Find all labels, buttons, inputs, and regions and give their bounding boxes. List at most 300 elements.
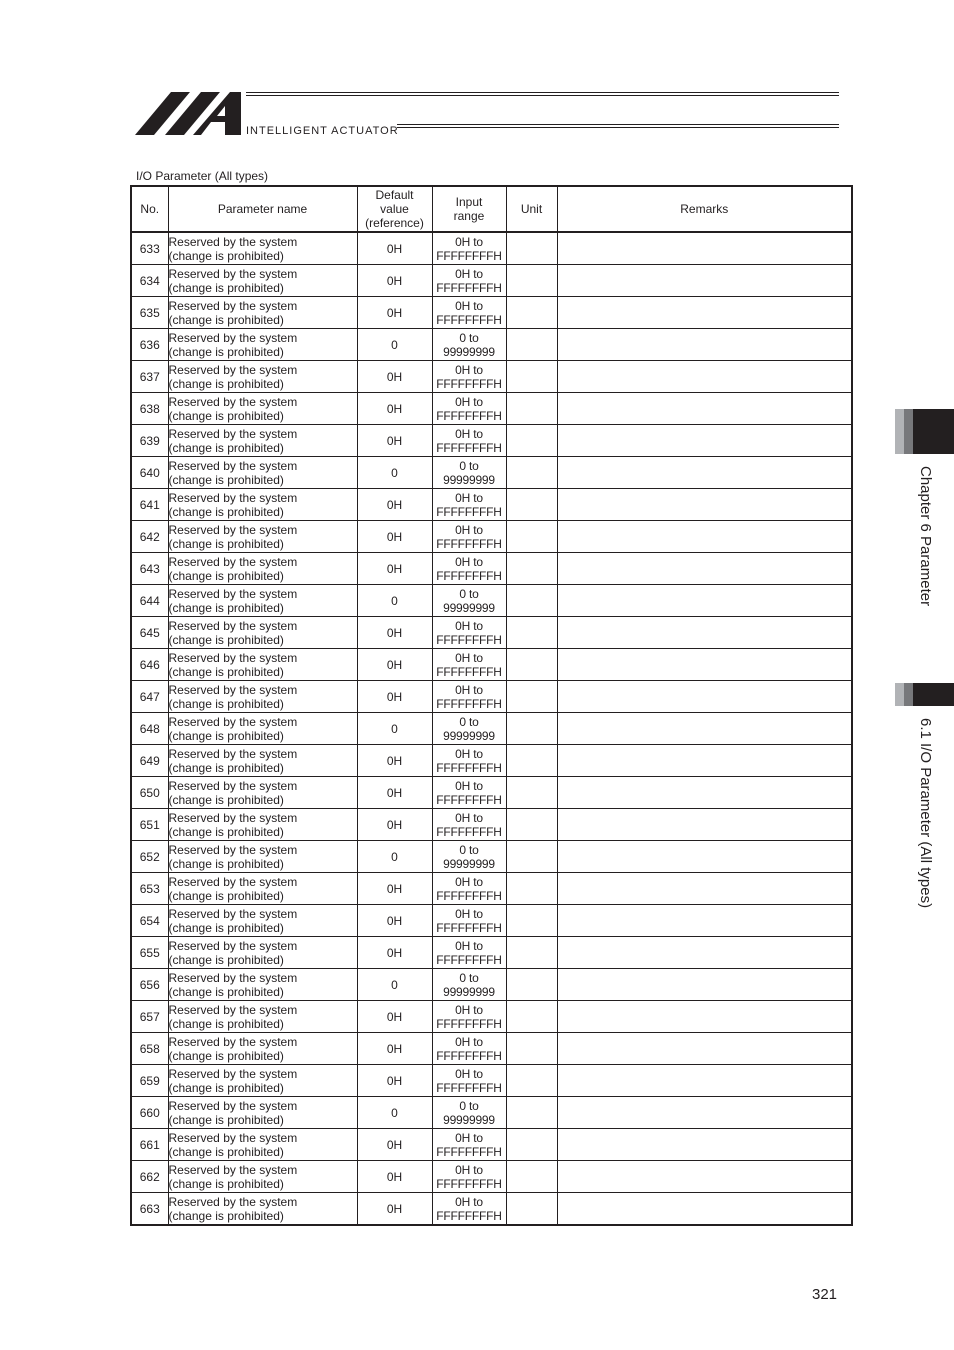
param-number: 658: [131, 1033, 168, 1065]
param-name-line: (change is prohibited): [168, 472, 284, 487]
col-header-range-line: range: [453, 209, 485, 223]
param-name: [168, 1161, 357, 1193]
input-range: [432, 425, 506, 457]
default-value: 0H: [357, 297, 432, 329]
input-range-line: 0H to: [455, 394, 483, 409]
param-number: 647: [131, 681, 168, 713]
input-range-line: FFFFFFFFH: [436, 952, 502, 967]
iai-logo: [135, 90, 245, 136]
input-range: [432, 649, 506, 681]
table-row: [131, 873, 852, 905]
param-name-line: (change is prohibited): [168, 344, 284, 359]
default-value: 0H: [357, 1065, 432, 1097]
param-name-line: Reserved by the system: [168, 458, 298, 473]
unit-cell: [506, 681, 557, 713]
param-number: 641: [131, 489, 168, 521]
col-header-unit: Unit: [506, 186, 557, 232]
param-name-line: (change is prohibited): [168, 280, 284, 295]
param-name: [168, 1033, 357, 1065]
unit-cell: [506, 1065, 557, 1097]
input-range: [432, 393, 506, 425]
param-name: [168, 617, 357, 649]
default-value: 0H: [357, 521, 432, 553]
param-name-line: Reserved by the system: [168, 938, 298, 953]
input-range: [432, 1065, 506, 1097]
tab-stripe: [913, 683, 954, 706]
input-range: [432, 937, 506, 969]
unit-cell: [506, 777, 557, 809]
input-range-line: 0H to: [455, 810, 483, 825]
input-range-line: FFFFFFFFH: [436, 760, 502, 775]
param-name-line: Reserved by the system: [168, 1098, 298, 1113]
input-range-line: 0H to: [455, 906, 483, 921]
param-name-line: Reserved by the system: [168, 426, 298, 441]
param-name: [168, 553, 357, 585]
input-range-line: 0 to: [459, 970, 479, 985]
param-name-line: (change is prohibited): [168, 376, 284, 391]
page-number: 321: [812, 1286, 838, 1303]
remarks-cell: [557, 969, 852, 1001]
param-name-line: (change is prohibited): [168, 568, 284, 583]
header-rule: [397, 127, 839, 128]
input-range-line: 0H to: [455, 1194, 483, 1209]
col-header-default-line: (reference): [365, 216, 424, 230]
default-value: 0: [357, 713, 432, 745]
unit-cell: [506, 585, 557, 617]
input-range: [432, 265, 506, 297]
input-range: [432, 1097, 506, 1129]
input-range-line: 0H to: [455, 522, 483, 537]
header-rule: [246, 92, 839, 93]
param-name-line: (change is prohibited): [168, 664, 284, 679]
table-caption: I/O Parameter (All types): [136, 169, 269, 183]
table-row: [131, 489, 852, 521]
remarks-cell: [557, 873, 852, 905]
param-name: [168, 489, 357, 521]
input-range-line: 0H to: [455, 1162, 483, 1177]
input-range-line: 0H to: [455, 234, 483, 249]
input-range-line: 0H to: [455, 778, 483, 793]
input-range-line: FFFFFFFFH: [436, 1144, 502, 1159]
input-range: [432, 1001, 506, 1033]
param-name-line: Reserved by the system: [168, 810, 298, 825]
remarks-cell: [557, 329, 852, 361]
unit-cell: [506, 1033, 557, 1065]
param-name-line: Reserved by the system: [168, 906, 298, 921]
param-number: 636: [131, 329, 168, 361]
col-header-no: No.: [131, 186, 168, 232]
table-row: [131, 841, 852, 873]
param-name: [168, 937, 357, 969]
remarks-cell: [557, 361, 852, 393]
remarks-cell: [557, 809, 852, 841]
param-name-line: (change is prohibited): [168, 984, 284, 999]
param-number: 660: [131, 1097, 168, 1129]
param-number: 652: [131, 841, 168, 873]
input-range-line: FFFFFFFFH: [436, 1080, 502, 1095]
unit-cell: [506, 841, 557, 873]
param-name-line: Reserved by the system: [168, 778, 298, 793]
default-value: 0H: [357, 1129, 432, 1161]
tab-stripe: [904, 409, 913, 454]
unit-cell: [506, 649, 557, 681]
input-range-line: 0 to: [459, 458, 479, 473]
param-name-line: (change is prohibited): [168, 920, 284, 935]
remarks-cell: [557, 489, 852, 521]
section-side-label: 6.1 I/O Parameter (All types): [917, 718, 934, 909]
param-number: 639: [131, 425, 168, 457]
param-number: 654: [131, 905, 168, 937]
param-number: 661: [131, 1129, 168, 1161]
table-row: [131, 1001, 852, 1033]
param-name: [168, 1097, 357, 1129]
param-name-line: Reserved by the system: [168, 234, 298, 249]
remarks-cell: [557, 393, 852, 425]
input-range-line: FFFFFFFFH: [436, 664, 502, 679]
param-name-line: (change is prohibited): [168, 1080, 284, 1095]
input-range-line: FFFFFFFFH: [436, 536, 502, 551]
param-name-line: Reserved by the system: [168, 714, 298, 729]
default-value: 0H: [357, 873, 432, 905]
input-range-line: 0 to: [459, 842, 479, 857]
param-number: 634: [131, 265, 168, 297]
param-name: [168, 745, 357, 777]
param-name-line: Reserved by the system: [168, 1162, 298, 1177]
remarks-cell: [557, 1033, 852, 1065]
unit-cell: [506, 393, 557, 425]
remarks-cell: [557, 745, 852, 777]
header-rule: [397, 124, 839, 125]
chapter-tab-marker: [895, 409, 954, 454]
unit-cell: [506, 1001, 557, 1033]
input-range-line: 0H to: [455, 362, 483, 377]
input-range: [432, 745, 506, 777]
input-range: [432, 232, 506, 265]
default-value: 0H: [357, 1193, 432, 1226]
param-name: [168, 1193, 357, 1226]
remarks-cell: [557, 937, 852, 969]
input-range: [432, 553, 506, 585]
table-row: [131, 553, 852, 585]
unit-cell: [506, 489, 557, 521]
col-header-default-line: Default: [375, 188, 414, 202]
input-range-line: FFFFFFFFH: [436, 280, 502, 295]
param-name-line: (change is prohibited): [168, 408, 284, 423]
param-number: 635: [131, 297, 168, 329]
remarks-cell: [557, 1001, 852, 1033]
param-number: 659: [131, 1065, 168, 1097]
input-range: [432, 617, 506, 649]
input-range: [432, 1033, 506, 1065]
default-value: 0H: [357, 681, 432, 713]
input-range-line: FFFFFFFFH: [436, 504, 502, 519]
param-name: [168, 681, 357, 713]
input-range-line: 0H to: [455, 298, 483, 313]
table-row: [131, 681, 852, 713]
param-name-line: (change is prohibited): [168, 248, 284, 263]
param-name: [168, 265, 357, 297]
table-row: [131, 937, 852, 969]
default-value: 0H: [357, 809, 432, 841]
param-name-line: Reserved by the system: [168, 970, 298, 985]
param-name-line: (change is prohibited): [168, 824, 284, 839]
input-range: [432, 521, 506, 553]
input-range: [432, 329, 506, 361]
unit-cell: [506, 553, 557, 585]
param-name: [168, 425, 357, 457]
param-name-line: (change is prohibited): [168, 536, 284, 551]
param-name-line: Reserved by the system: [168, 298, 298, 313]
default-value: 0H: [357, 265, 432, 297]
param-name: [168, 713, 357, 745]
input-range-line: 99999999: [443, 728, 495, 743]
default-value: 0H: [357, 393, 432, 425]
param-name-line: (change is prohibited): [168, 600, 284, 615]
input-range: [432, 905, 506, 937]
param-name-line: Reserved by the system: [168, 1034, 298, 1049]
default-value: 0: [357, 1097, 432, 1129]
unit-cell: [506, 265, 557, 297]
table-row: [131, 1129, 852, 1161]
unit-cell: [506, 297, 557, 329]
chapter-side-label: Chapter 6 Parameter: [917, 466, 934, 607]
param-number: 656: [131, 969, 168, 1001]
table-row: [131, 297, 852, 329]
param-number: 662: [131, 1161, 168, 1193]
param-name-line: (change is prohibited): [168, 1016, 284, 1031]
tab-stripe: [904, 683, 913, 706]
default-value: 0: [357, 329, 432, 361]
param-number: 653: [131, 873, 168, 905]
param-name: [168, 329, 357, 361]
param-number: 655: [131, 937, 168, 969]
param-number: 657: [131, 1001, 168, 1033]
param-name-line: Reserved by the system: [168, 266, 298, 281]
unit-cell: [506, 617, 557, 649]
default-value: 0H: [357, 1161, 432, 1193]
param-name-line: (change is prohibited): [168, 1144, 284, 1159]
param-name-line: Reserved by the system: [168, 746, 298, 761]
param-name-line: (change is prohibited): [168, 632, 284, 647]
param-name-line: (change is prohibited): [168, 760, 284, 775]
unit-cell: [506, 873, 557, 905]
unit-cell: [506, 937, 557, 969]
param-name-line: (change is prohibited): [168, 504, 284, 519]
remarks-cell: [557, 617, 852, 649]
default-value: 0H: [357, 425, 432, 457]
param-name: [168, 585, 357, 617]
default-value: 0H: [357, 905, 432, 937]
table-row: [131, 905, 852, 937]
tab-stripe: [895, 683, 904, 706]
input-range-line: 0H to: [455, 490, 483, 505]
input-range: [432, 713, 506, 745]
input-range-line: 0 to: [459, 586, 479, 601]
default-value: 0: [357, 841, 432, 873]
param-name-line: Reserved by the system: [168, 586, 298, 601]
table-row: [131, 1161, 852, 1193]
col-header-name: Parameter name: [168, 186, 357, 232]
input-range-line: 0H to: [455, 746, 483, 761]
input-range-line: 0H to: [455, 554, 483, 569]
param-name-line: (change is prohibited): [168, 1176, 284, 1191]
unit-cell: [506, 1129, 557, 1161]
table-row: [131, 1033, 852, 1065]
default-value: 0H: [357, 1001, 432, 1033]
default-value: 0H: [357, 649, 432, 681]
param-name: [168, 521, 357, 553]
remarks-cell: [557, 425, 852, 457]
input-range-line: 0H to: [455, 874, 483, 889]
default-value: 0: [357, 585, 432, 617]
param-name-line: Reserved by the system: [168, 1130, 298, 1145]
param-name-line: (change is prohibited): [168, 1048, 284, 1063]
input-range: [432, 457, 506, 489]
param-name-line: Reserved by the system: [168, 362, 298, 377]
unit-cell: [506, 1193, 557, 1226]
unit-cell: [506, 329, 557, 361]
param-name-line: (change is prohibited): [168, 1112, 284, 1127]
col-header-range: [432, 186, 506, 232]
table-row: [131, 777, 852, 809]
input-range-line: FFFFFFFFH: [436, 824, 502, 839]
unit-cell: [506, 969, 557, 1001]
param-number: 648: [131, 713, 168, 745]
default-value: 0H: [357, 937, 432, 969]
table-row: [131, 393, 852, 425]
param-name: [168, 1001, 357, 1033]
param-name: [168, 777, 357, 809]
input-range-line: FFFFFFFFH: [436, 248, 502, 263]
table-row: [131, 617, 852, 649]
param-name: [168, 361, 357, 393]
input-range-line: 0H to: [455, 426, 483, 441]
default-value: 0H: [357, 232, 432, 265]
default-value: 0: [357, 457, 432, 489]
param-number: 637: [131, 361, 168, 393]
table-row: [131, 649, 852, 681]
input-range: [432, 681, 506, 713]
unit-cell: [506, 457, 557, 489]
input-range-line: FFFFFFFFH: [436, 920, 502, 935]
unit-cell: [506, 232, 557, 265]
param-name-line: (change is prohibited): [168, 952, 284, 967]
param-number: 646: [131, 649, 168, 681]
input-range-line: FFFFFFFFH: [436, 1176, 502, 1191]
param-name: [168, 841, 357, 873]
input-range: [432, 777, 506, 809]
param-name-line: Reserved by the system: [168, 682, 298, 697]
input-range: [432, 969, 506, 1001]
table-header-row: [131, 186, 852, 232]
input-range-line: FFFFFFFFH: [436, 1208, 502, 1223]
param-name-line: (change is prohibited): [168, 696, 284, 711]
input-range-line: 99999999: [443, 472, 495, 487]
default-value: 0H: [357, 489, 432, 521]
param-name-line: Reserved by the system: [168, 1194, 298, 1209]
input-range-line: 0 to: [459, 330, 479, 345]
input-range: [432, 1193, 506, 1226]
default-value: 0H: [357, 553, 432, 585]
param-number: 645: [131, 617, 168, 649]
param-name: [168, 297, 357, 329]
table-row: [131, 745, 852, 777]
default-value: 0: [357, 969, 432, 1001]
unit-cell: [506, 809, 557, 841]
param-name: [168, 649, 357, 681]
param-name: [168, 393, 357, 425]
col-header-default-line: value: [380, 202, 409, 216]
unit-cell: [506, 521, 557, 553]
input-range-line: 99999999: [443, 344, 495, 359]
input-range-line: FFFFFFFFH: [436, 440, 502, 455]
remarks-cell: [557, 1129, 852, 1161]
unit-cell: [506, 1097, 557, 1129]
param-name-line: Reserved by the system: [168, 554, 298, 569]
table-row: [131, 809, 852, 841]
remarks-cell: [557, 297, 852, 329]
parameter-table: [130, 185, 853, 1226]
param-name-line: Reserved by the system: [168, 330, 298, 345]
param-name-line: Reserved by the system: [168, 522, 298, 537]
param-name-line: Reserved by the system: [168, 618, 298, 633]
param-number: 642: [131, 521, 168, 553]
remarks-cell: [557, 649, 852, 681]
param-name-line: Reserved by the system: [168, 490, 298, 505]
param-name-line: (change is prohibited): [168, 312, 284, 327]
input-range-line: FFFFFFFFH: [436, 632, 502, 647]
param-name: [168, 809, 357, 841]
header-rule: [246, 95, 839, 96]
input-range: [432, 1129, 506, 1161]
param-name: [168, 969, 357, 1001]
remarks-cell: [557, 553, 852, 585]
param-number: 651: [131, 809, 168, 841]
input-range-line: 0H to: [455, 618, 483, 633]
col-header-remarks: Remarks: [557, 186, 852, 232]
param-name: [168, 873, 357, 905]
param-name-line: Reserved by the system: [168, 1002, 298, 1017]
remarks-cell: [557, 777, 852, 809]
tab-stripe: [913, 409, 954, 454]
remarks-cell: [557, 1161, 852, 1193]
input-range-line: 0H to: [455, 1130, 483, 1145]
param-name-line: (change is prohibited): [168, 728, 284, 743]
param-name: [168, 232, 357, 265]
table-row: [131, 521, 852, 553]
input-range: [432, 585, 506, 617]
input-range-line: 0 to: [459, 1098, 479, 1113]
param-name-line: (change is prohibited): [168, 792, 284, 807]
input-range-line: 99999999: [443, 984, 495, 999]
col-header-range-line: Input: [455, 195, 483, 209]
input-range: [432, 297, 506, 329]
input-range: [432, 489, 506, 521]
param-name-line: (change is prohibited): [168, 440, 284, 455]
input-range: [432, 841, 506, 873]
input-range-line: FFFFFFFFH: [436, 568, 502, 583]
input-range-line: FFFFFFFFH: [436, 792, 502, 807]
table-row: [131, 232, 852, 265]
table-row: [131, 585, 852, 617]
input-range-line: FFFFFFFFH: [436, 696, 502, 711]
remarks-cell: [557, 713, 852, 745]
param-name-line: (change is prohibited): [168, 856, 284, 871]
param-name-line: (change is prohibited): [168, 888, 284, 903]
table-row: [131, 457, 852, 489]
default-value: 0H: [357, 777, 432, 809]
col-header-default: [357, 186, 432, 232]
